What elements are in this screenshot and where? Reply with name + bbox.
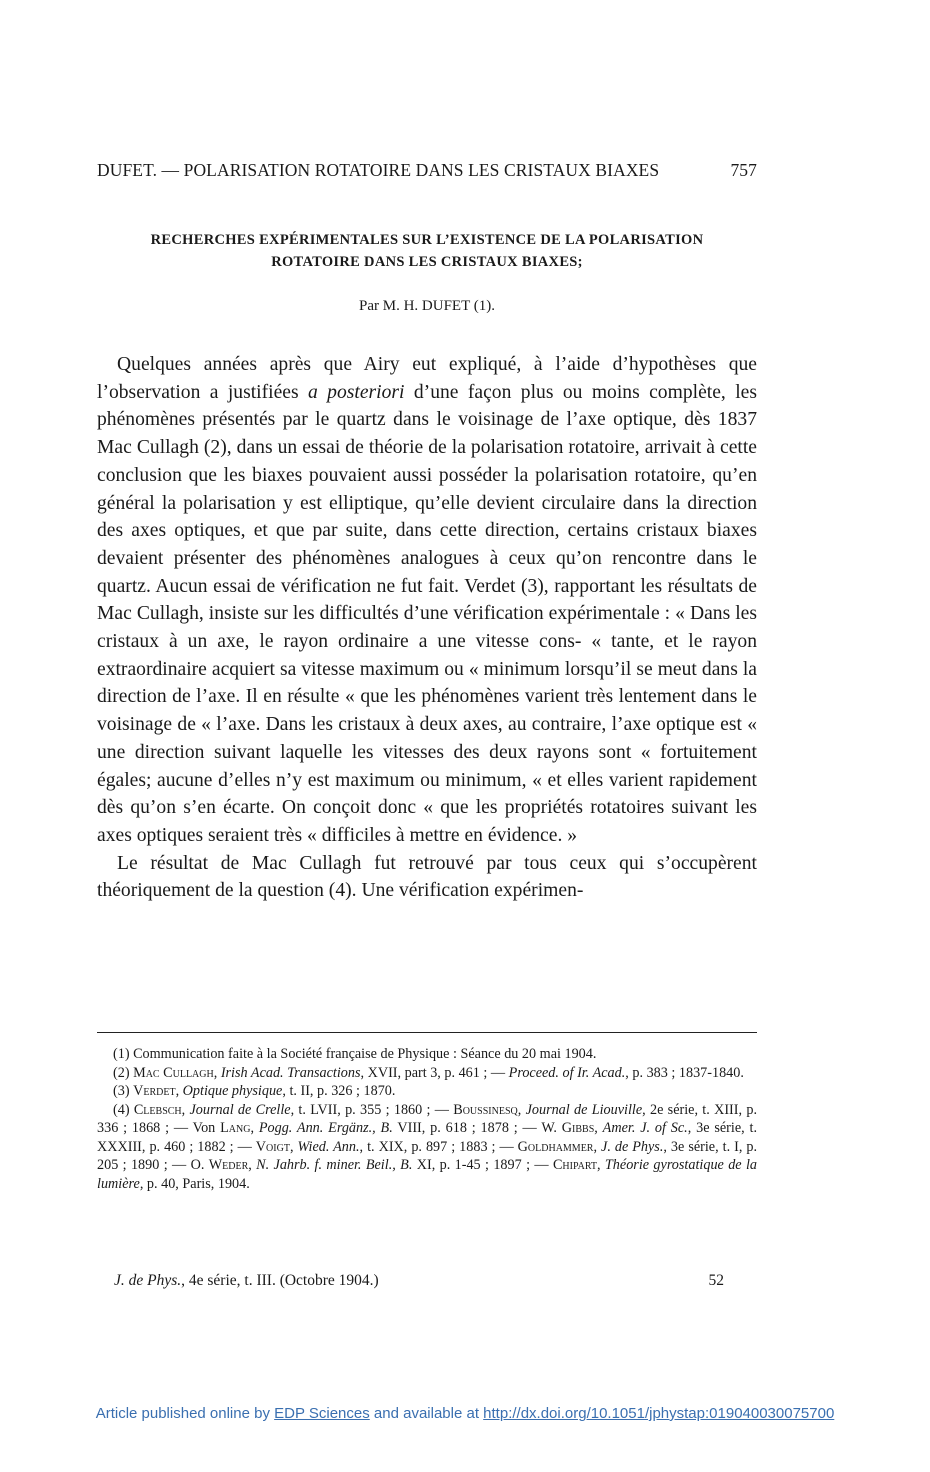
fn3-mark: (3)	[113, 1083, 134, 1099]
fn2-mark: (2)	[113, 1064, 134, 1081]
fn3-author: Verdet	[133, 1083, 176, 1099]
fn4-source-2: Journal de Liouville	[525, 1101, 643, 1118]
footnote-3	[97, 1082, 757, 1101]
fn4-source-1: Journal de Crelle	[189, 1101, 291, 1118]
paragraph-1-rest: d’une façon plus ou moins complète, les phénomènes présentés par le quartz dans le voisinage de l’axe optique, dès 1837 Mac Cullagh (2), dans un essai de théorie de la polarisation rotatoire, arrivait à cette conclusion que les biaxes pouvaient aussi posséder la polarisation rotatoire, qu’en général la polarisation y est elliptique, qu’elle devient circulaire dans la direction des axes optiques, et que par suite, dans cette direction, certains cristaux biaxes devaient présenter des phénomènes analogues à ceux qu’on rencontre dans le quartz. Aucun essai de vérification ne fut fait. Verdet (3), rapportant les résultats de Mac Cullagh, insiste sur les difficultés d’une vérification expérimentale : « Dans les cristaux à un axe, le rayon ordinaire a une vitesse cons- « tante, et le rayon extraordinaire acquiert sa vitesse maximum ou « minimum lorsqu’il se meut dans la direction de l’axe. Il en résulte « que les phénomènes varient très lentement dans le voisinage de « l’axe. Dans les cristaux à deux axes, au contraire, l’axe optique est « une direction suivant laquelle les vitesses des deux rayons sont « fortuitement égales; aucune d’elles n’y est maximum ou minimum, « et elles varient rapidement dès qu’on s’en écarte. On conçoit donc « que les propriétés rotatoires suivant les axes optiques seraient très « difficiles à mettre en évidence. »	[97, 381, 757, 846]
article-title	[97, 229, 757, 273]
credit-prefix: Article published online by	[95, 1405, 275, 1422]
journal-name: J. de Phys.	[114, 1272, 182, 1289]
fn4-source-3: Pogg. Ann. Ergänz., B.	[258, 1120, 393, 1136]
fn3-sep: ,	[175, 1083, 183, 1099]
doi-link[interactable]: http://dx.doi.org/10.1051/jphystap:019040030075700	[483, 1405, 835, 1422]
paragraph-2: Le résultat de Mac Cullagh fut retrouvé par tous ceux qui s’occupèrent théoriquement de la question (4). Une vérification expérimen-	[97, 852, 757, 902]
running-head-text: DUFET. — POLARISATION ROTATOIRE DANS LES CRISTAUX BIAXES	[97, 160, 660, 180]
fn4-ref-5: , t. XIX, p. 897 ; 1883 ; —	[359, 1138, 518, 1155]
fn4-source-8: Théorie gyrostatique de la lumière	[97, 1157, 757, 1192]
sheet-number: 52	[708, 1272, 724, 1289]
fn4-source-4: Amer. J. of Sc.	[602, 1120, 688, 1136]
fn4-mark: (4)	[113, 1101, 134, 1118]
fn4-source-6: J. de Phys.	[601, 1138, 664, 1155]
fn4-ref-4: , 3e série, t. XXXIII, p. 460 ; 1882 ; —	[97, 1120, 757, 1155]
fn4-ref-8: , p. 40, Paris, 1904.	[139, 1175, 250, 1192]
footnote-1: (1) Communication faite à la Société française de Physique : Séance du 20 mai 1904.	[113, 1046, 597, 1062]
fn2-ref-2: , p. 383 ; 1837-1840.	[625, 1064, 744, 1081]
fn4-author-8: Chipart	[552, 1157, 597, 1173]
fn2-source-2: Proceed. of Ir. Acad.	[508, 1064, 626, 1081]
paragraph-1-italic: a posteriori	[308, 381, 405, 403]
fn4-author-1: Clebsch	[133, 1101, 182, 1118]
fn4-ref-7: XI, p. 1-45 ; 1897 ; —	[412, 1157, 553, 1173]
title-line-1: RECHERCHES EXPÉRIMENTALES SUR L’EXISTENCE DE LA POLARISATION	[150, 232, 704, 248]
paragraph-1-start: Quelques années après que Airy eut expliqué, à l’aide d’hypothèses que l’observation a justifiées	[97, 354, 757, 403]
author-footnote-ref: (1).	[473, 298, 495, 314]
journal-issue: , 4e série, t. III. (Octobre 1904.)	[181, 1272, 379, 1289]
footnote-2	[97, 1064, 757, 1083]
fn4-author-7: Weder	[208, 1157, 249, 1173]
fn2-source-1: Irish Acad. Transactions	[220, 1064, 361, 1081]
fn2-author: Mac Cullagh	[133, 1064, 214, 1081]
running-head	[97, 160, 757, 181]
fn4-author-2: Boussinesq	[453, 1101, 518, 1118]
fn4-ref-2: , 2e série, t. XIII, p. 336 ; 1868 ; — Von	[97, 1101, 757, 1136]
fn4-source-7: N. Jahrb. f. miner. Beil., B.	[256, 1157, 413, 1173]
fn4-author-5: Voigt	[255, 1138, 290, 1155]
fn4-author-3: Lang	[220, 1120, 251, 1136]
body-text	[97, 351, 757, 905]
author-name: Par M. H. DUFET	[359, 298, 470, 314]
title-line-2: ROTATOIRE DANS LES CRISTAUX BIAXES;	[271, 254, 583, 270]
fn3-ref: , t. II, p. 326 ; 1870.	[282, 1083, 396, 1099]
publisher-link[interactable]: EDP Sciences	[274, 1405, 370, 1422]
journal-footer	[114, 1272, 724, 1290]
page-number: 757	[730, 160, 757, 180]
publication-credit	[0, 1405, 930, 1422]
credit-middle: and available at	[369, 1405, 484, 1422]
fn4-ref-3: VIII, p. 618 ; 1878 ; — W.	[392, 1120, 562, 1136]
fn4-ref-6: , 3e série, t. I, p. 205 ; 1890 ; — O.	[97, 1138, 758, 1173]
author-line	[97, 298, 757, 315]
fn4-source-5: Wied. Ann.	[297, 1138, 360, 1155]
paragraph-1	[97, 351, 757, 850]
footnotes	[97, 1045, 757, 1193]
fn2-ref-1: , XVII, part 3, p. 461 ; —	[360, 1064, 509, 1081]
footnote-divider	[97, 1032, 757, 1033]
fn2-sep: ,	[213, 1064, 221, 1081]
footnote-4: (4) Clebsch, Journal de Crelle, t. LVII, p. 355 ; 1860 ; — Boussinesq, Journal de Liouville, 2e série, t. XIII, p. 336 ; 1868 ; — Von Lang, Pogg. Ann. Ergänz., B. VIII, p. 618 ; 1878 ; — W. Gibbs, Amer. J. of Sc., 3e série, t. XXXIII, p. 460 ; 1882 ; — Voigt, Wied. Ann., t. XIX, p. 897 ; 1883 ; — Goldhammer, J. de Phys., 3e série, t. I, p. 205 ; 1890 ; — O. Weder, N. Jahrb. f. miner. Beil., B. XI, p. 1-45 ; 1897 ; — Chipart, Théorie gyrostatique de la lumière, p. 40, Paris, 1904.	[97, 1101, 758, 1192]
fn4-ref-1: , t. LVII, p. 355 ; 1860 ; —	[290, 1101, 454, 1118]
fn4-author-6: Goldhammer	[517, 1138, 594, 1155]
fn4-author-4: Gibbs	[561, 1120, 595, 1136]
fn3-source: Optique physique	[182, 1083, 283, 1099]
